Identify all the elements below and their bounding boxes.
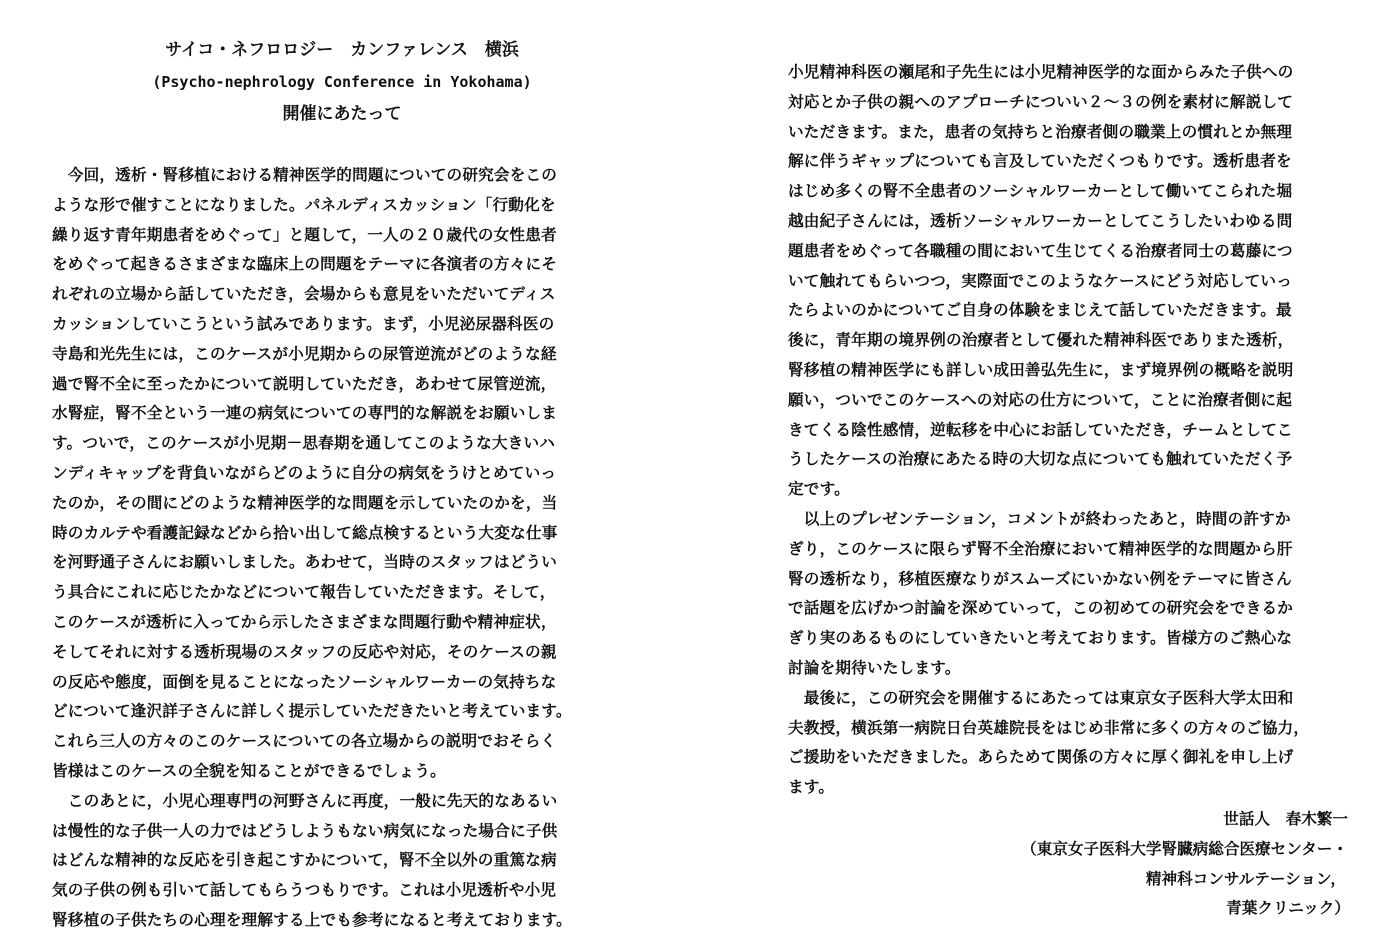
left-body-line: このケースが透析に入ってから示したさまざまな問題行動や精神症状， (52, 611, 557, 631)
right-body-line: 対応とか子供の親へのアプローチについい２～３の例を素材に解説して (788, 91, 1294, 111)
right-body-line: うしたケースの治療にあたる時の大切な点についても触れていただく予 (788, 449, 1293, 469)
left-body-line: 水腎症，腎不全という一連の病気についての専門的な解説をお願いしま (52, 403, 558, 423)
title-english: (Psycho-nephrology Conference in Yokohama) (152, 73, 532, 91)
signature-organizer: 世話人 春木繁一 (1223, 808, 1348, 828)
left-body-line: 過で腎不全に至ったかについて説明していただき，あわせて尿管逆流， (52, 373, 557, 393)
left-page (52, 0, 632, 949)
left-body-line: はどんな精神的な反応を引き起こすかについて，腎不全以外の重篤な病 (52, 850, 557, 870)
left-body-line: ンディキャップを背負いながらどのように自分の病気をうけとめていっ (52, 462, 557, 482)
right-body-line: で話題を広げかつ討論を深めていって，この初めての研究会をできるか (788, 598, 1294, 618)
right-page (788, 0, 1368, 949)
right-body-line: 解に伴うギャップについても言及していただくつもりです。透析患者を (788, 151, 1292, 171)
left-body-line: う具合にこれに応じたかなどについて報告していただきます。そして， (52, 582, 556, 602)
left-body-line: カッションしていこうという試みであります。まず，小児泌尿器科医の (52, 313, 555, 333)
left-body-line: 皆様はこのケースの全貌を知ることができるでしょう。 (52, 760, 446, 780)
right-body-line: 以上のプレゼンテーション，コメントが終わったあと，時間の許すか (788, 508, 1291, 528)
right-body-line: 腎の透析なり，移植医療なりがスムーズにいかない例をテーマに皆さん (788, 568, 1292, 588)
right-body-line: いて触れてもらいつつ，実際面でこのようなケースにどう対応していっ (788, 270, 1292, 290)
left-body-line: をめぐって起きるさまざまな臨床上の問題をテーマに各演者の方々にそ (52, 254, 558, 274)
left-body-text (52, 160, 632, 935)
signature-affiliation-3: 青葉クリニック） (1226, 898, 1350, 918)
right-body-line: 願い，ついでこのケースへの対応の仕方について，ことに治療者側に起 (788, 389, 1292, 409)
left-body-line: れぞれの立場から話していただき，会場からも意見をいただいてディス (52, 284, 556, 304)
right-body-line: いただきます。また，患者の気持ちと治療者側の職業上の慣れとか無理 (788, 121, 1293, 141)
right-body-line: たらよいのかについてご自身の体験をまじえて話していただきます。最 (788, 300, 1292, 320)
right-body-line: きてくる陰性感情，逆転移を中心にお話していただき，チームとしてこ (788, 419, 1293, 439)
left-body-line: たのか，その間にどのような精神医学的な問題を示していたのかを，当 (52, 492, 558, 512)
title-block (52, 34, 632, 130)
right-body-line: 討論を期待いたします。 (788, 657, 961, 677)
left-body-line: 時のカルテや看護記録などから拾い出して総点検するという大変な仕事 (52, 522, 558, 542)
left-body-line: 寺島和光先生には，このケースが小児期からの尿管逆流がどのような経 (52, 343, 557, 363)
right-body-line: 題患者をめぐって各職種の間において生じてくる治療者同士の葛藤につ (788, 240, 1293, 260)
title-japanese: サイコ・ネフロロジー カンファレンス 横浜 (165, 40, 519, 60)
title-subtitle: 開催にあたって (282, 104, 402, 124)
left-body-line: 気の子供の例も引いて話してもらうつもりです。これは小児透析や小児 (52, 880, 557, 900)
right-body-line: ます。 (788, 777, 835, 797)
left-body-line: そしてそれに対する透析現場のスタッフの反応や対応，そのケースの親 (52, 641, 557, 661)
right-body-line: 後に，青年期の境界例の治療者として優れた精神科医でありまた透析， (788, 330, 1294, 350)
left-body-line: このあとに，小児心理専門の河野さんに再度，一般に先天的なあるい (52, 790, 558, 810)
right-body-line: 最後に，この研究会を開催するにあたっては東京女子医科大学太田和 (788, 687, 1294, 707)
right-body-line: ご援助をいただきました。あらためて関係の方々に厚く御礼を申し上げ (788, 747, 1294, 767)
right-body-text (788, 57, 1368, 802)
right-body-line: 腎移植の精神医学にも詳しい成田善弘先生に，まず境界例の概略を説明 (788, 359, 1294, 379)
signature-affiliation-1: （東京女子医科大学腎臓病総合医療センター・ (1021, 838, 1348, 858)
left-body-line: ような形で催すことになりました。パネルディスカッション「行動化を (52, 194, 556, 214)
left-body-line: 腎移植の子供たちの心理を理解する上でも参考になると考えております。 (52, 909, 572, 929)
left-body-line: の反応や態度，面倒を見ることになったソーシャルワーカーの気持ちな (52, 671, 557, 691)
left-body-line: どについて逢沢詳子さんに詳しく提示していただきたいと考えています。 (52, 701, 572, 721)
left-body-line: は慢性的な子供一人の力ではどうしようもない病気になった場合に子供 (52, 820, 558, 840)
right-body-line: 夫教授，横浜第一病院日台英雄院長をはじめ非常に多くの方々のご協力， (788, 717, 1310, 737)
right-body-line: 定です。 (788, 479, 850, 499)
right-body-line: はじめ多くの腎不全患者のソーシャルワーカーとして働いてこられた堀 (788, 181, 1293, 201)
left-body-line: これら三人の方々のこのケースについての各立場からの説明でおそらく (52, 731, 557, 751)
signature-affiliation-2: 精神科コンサルテーション， (1145, 868, 1346, 888)
right-body-line: 小児精神科医の瀬尾和子先生には小児精神医学的な面からみた子供への (788, 62, 1294, 81)
left-body-line: 繰り返す青年期患者をめぐって」と題して，一人の２０歳代の女性患者 (52, 224, 557, 244)
left-body-line: 今回，透析・腎移植における精神医学的問題についての研究会をこの (52, 165, 558, 184)
right-body-line: ぎり実のあるものにしていきたいと考えております。皆様方のご熱心な (788, 628, 1293, 648)
left-body-line: す。ついで，このケースが小児期－思春期を通してこのような大きいハ (52, 433, 556, 453)
left-body-line: を河野通子さんにお願いしました。あわせて，当時のスタッフはどうい (52, 552, 558, 572)
right-body-line: 越由紀子さんには，透析ソーシャルワーカーとしてこうしたいわゆる問 (788, 210, 1293, 230)
signature-block (788, 804, 1368, 923)
right-body-line: ぎり，このケースに限らず腎不全治療において精神医学的な問題から肝 (788, 538, 1293, 558)
